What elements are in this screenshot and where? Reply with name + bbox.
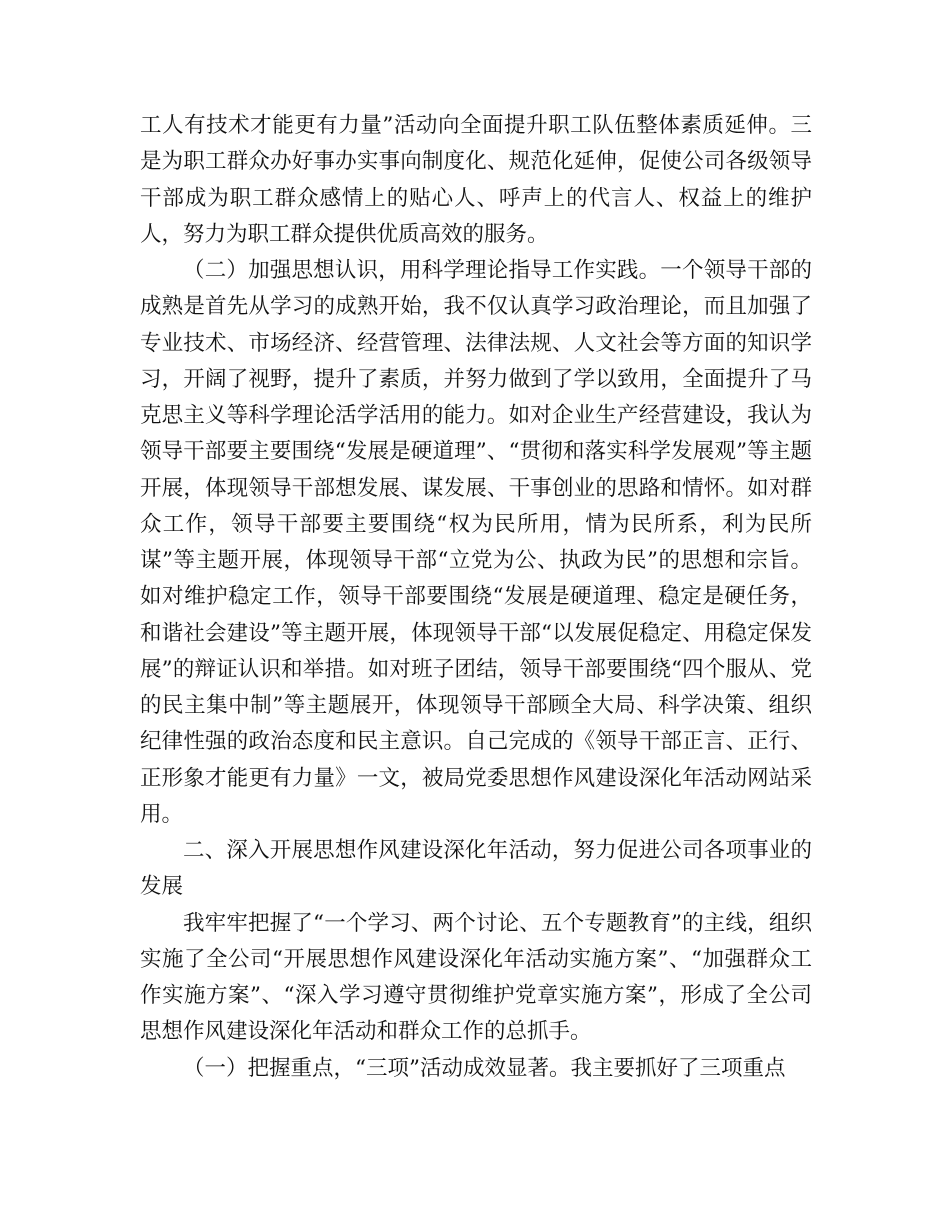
paragraph-main-line: 我牢牢把握了“一个学习、两个讨论、五个专题教育”的主线，组织实施了全公司“开展思想作风建设深化年活动实施方案”、“加强群众工作实施方案”、“深入学习遵守贯彻维护党章实施方案”，形成了全公司思想作风建设深化年活动和群众工作的总抓手。	[140, 910, 812, 1045]
section-heading-2: 二、深入开展思想作风建设深化年活动，努力促进公司各项事业的发展	[140, 838, 812, 900]
paragraph-study-theory: （二）加强思想认识，用科学理论指导工作实践。一个领导干部的成熟是首先从学习的成熟开始，我不仅认真学习政治理论，而且加强了专业技术、市场经济、经营管理、法律法规、人文社会等方面的知识学习，开阔了视野，提升了素质，并努力做到了学以致用，全面提升了马克思主义等科学理论活学活用的能力。如对企业生产经营建设，我认为领导干部要主要围绕“发展是硬道理”、“贯彻和落实科学发展观”等主题开展，体现领导干部想发展、谋发展、干事创业的思路和情怀。如对群众工作，领导干部要主要围绕“权为民所用，情为民所系，利为民所谋”等主题开展，体现领导干部“立党为公、执政为民”的思想和宗旨。如对维护稳定工作，领导干部要围绕“发展是硬道理、稳定是硬任务，和谐社会建设”等主题开展，体现领导干部“以发展促稳定、用稳定保发展”的辩证认识和举措。如对班子团结，领导干部要围绕“四个服从、党的民主集中制”等主题展开，体现领导干部顾全大局、科学决策、组织纪律性强的政治态度和民主意识。自己完成的《领导干部正言、正行、正形象才能更有力量》一文，被局党委思想作风建设深化年活动网站采用。	[140, 258, 812, 827]
document-body	[140, 108, 812, 1087]
paragraph-three-activities: （一）把握重点，“三项”活动成效显著。我主要抓好了三项重点	[183, 1055, 786, 1081]
paragraph-continuation: 工人有技术才能更有力量”活动向全面提升职工队伍整体素质延伸。三是为职工群众办好事办实事向制度化、规范化延伸，促使公司各级领导干部成为职工群众感情上的贴心人、呼声上的代言人、权益上的维护人，努力为职工群众提供优质高效的服务。	[140, 113, 812, 247]
